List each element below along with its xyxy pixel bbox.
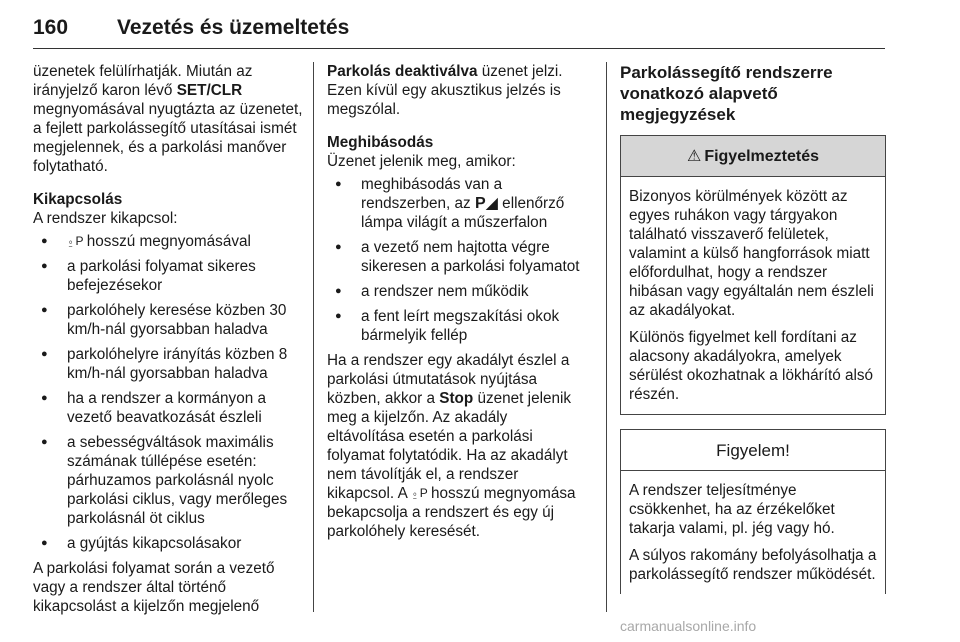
- list-item: ● a gyújtás kikapcsolásakor: [33, 534, 303, 553]
- page-number: 160: [33, 16, 69, 39]
- parking-assist-warning-icon: P◢: [474, 195, 498, 212]
- list-item: ● a fent leírt megszakítási okok bármelyik fellép: [327, 307, 587, 345]
- list-lead: A rendszer kikapcsol:: [33, 210, 178, 227]
- caution-body: [621, 471, 885, 594]
- warning-header: [621, 136, 885, 177]
- fault-list: [327, 175, 587, 345]
- column-3: [620, 62, 886, 606]
- warning-text: Különös figyelmet kell fordítani az alacsony akadályokra, amelyek sérülést okozhatnak a lökhárító alsó részén.: [629, 329, 874, 403]
- column-divider: [313, 62, 314, 612]
- warning-box: [620, 135, 886, 415]
- caution-text: A rendszer teljesítménye csökkenhet, ha az érzékelőket takarja valami, pl. jég vagy hó.: [629, 482, 835, 537]
- list-item: ● meghibásodás van a rendszerben, az P◢ ellenőrző lámpa világít a műszerfalon: [327, 175, 587, 232]
- list-item: ● a rendszer nem működik: [327, 282, 587, 301]
- intro-paragraph: üzenetek felülírhatják. Miután az irányjelző karon lévő SET/CLR megnyomásával nyugtázta az üzenetet, a fejlett parkolássegítő utasításai ismét megjelennek, és a parkolási manőver folytatható.: [33, 63, 303, 175]
- list-item: ● a sebességváltások maximális számának túllépése esetén: párhuzamos parkolásnál nyolc parkolási ciklus, vagy merőleges parkolásnál öt ciklus: [33, 433, 303, 528]
- section-heading-notes: Parkolássegítő rendszerre vonatkozó alapvető megjegyzések: [620, 63, 833, 124]
- list-item: ● parkolóhelyre irányítás közben 8 km/h-nál gyorsabban haladva: [33, 345, 303, 383]
- list-item: ● a vezető nem hajtotta végre sikeresen a parkolási folyamatot: [327, 238, 587, 276]
- page-title: Vezetés és üzemeltetés: [117, 16, 350, 39]
- column-1: [33, 62, 303, 616]
- list-item: ● ha a rendszer a kormányon a vezető beavatkozását észleli: [33, 389, 303, 427]
- page-header: [33, 14, 885, 49]
- caution-box: [620, 429, 886, 594]
- column-divider: [606, 62, 607, 612]
- section-heading-kikapcsolas: Kikapcsolás: [33, 191, 123, 208]
- caution-text: A súlyos rakomány befolyásolhatja a parkolássegítő rendszer működését.: [629, 547, 877, 583]
- warning-title: Figyelmeztetés: [704, 147, 820, 165]
- obstacle-paragraph: Ha a rendszer egy akadályt észlel a parkolási útmutatások nyújtása közben, akkor a Stop üzenet jelenik meg a kijelzőn. Az akadály eltávolítása esetén a parkolási folyamat folytatódik. Ha az akadályt nem távolítják el, a rendszer kikapcsol. A ⍛ P hosszú megnyomása bekapcsolja a rendszert és egy új parkolóhely keresését.: [327, 352, 576, 540]
- outro-paragraph: A parkolási folyamat során a vezető vagy a rendszer által történő kikapcsolást a kijelzőn megjelenő: [33, 560, 275, 615]
- parking-button-icon: ⍛ P: [67, 234, 83, 248]
- column-2: [327, 62, 587, 541]
- list-item: ● parkolóhely keresése közben 30 km/h-nál gyorsabban haladva: [33, 301, 303, 339]
- section-heading-meghibasodas: Meghibásodás: [327, 134, 434, 151]
- deactivated-paragraph: Parkolás deaktiválva üzenet jelzi. Ezen kívül egy akusztikus jelzés is megszólal.: [327, 63, 563, 118]
- caution-header: [621, 430, 885, 471]
- shutdown-list: [33, 232, 303, 553]
- list-item: ● a parkolási folyamat sikeres befejezésekor: [33, 257, 303, 295]
- parking-button-icon: ⍛ P: [411, 486, 427, 500]
- warning-triangle-icon: ⚠: [686, 147, 702, 165]
- caution-title: Figyelem!: [716, 440, 790, 460]
- watermark: carmanualsonline.info: [620, 618, 757, 634]
- list-lead: Üzenet jelenik meg, amikor:: [327, 153, 516, 170]
- warning-text: Bizonyos körülmények között az egyes ruhákon vagy tárgyakon található visszaverő felületek, valamint a külső hangforrások miatt előfordulhat, hogy a rendszer hibásan vagy egyáltalán nem észleli az akadályokat.: [629, 188, 874, 319]
- warning-body: [621, 177, 885, 414]
- list-item: ● ⍛ P hosszú megnyomásával: [33, 232, 303, 251]
